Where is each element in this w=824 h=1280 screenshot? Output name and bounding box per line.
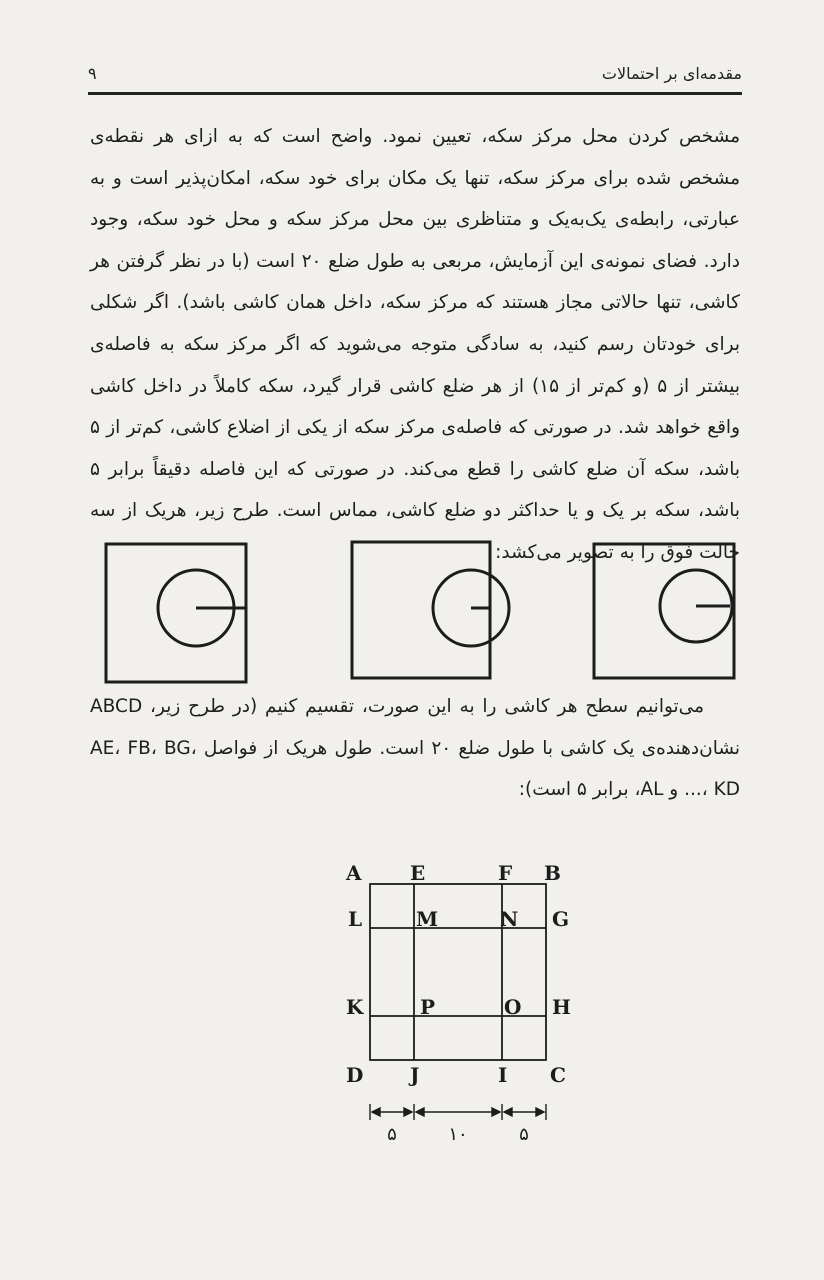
- label-h: H: [552, 995, 571, 1019]
- header-rule: [88, 92, 742, 95]
- label-e: E: [410, 861, 426, 885]
- arrow-head-icon: [372, 1108, 380, 1116]
- label-k: K: [346, 995, 364, 1019]
- label-b: B: [544, 861, 561, 885]
- arrow-head-icon: [492, 1108, 500, 1116]
- page-number: ۹: [88, 64, 97, 83]
- tile-square: [594, 544, 734, 678]
- label-g: G: [552, 907, 570, 931]
- tile-grid-figure: [340, 858, 580, 1148]
- tile-square: [106, 544, 246, 682]
- label-l: L: [348, 907, 363, 931]
- running-header: [88, 62, 742, 92]
- paragraph-tile-division: می‌توانیم سطح هر کاشی را به این صورت، تقسیم کنیم (در طرح زیر، ABCD نشان‌دهنده‌ی یک کاشی با طول ضلع ۲۰ است. طول هریک از فواصل AE، FB، BG، ...، KD و AL، برابر ۵ است):: [90, 696, 740, 801]
- label-d: D: [346, 1063, 364, 1087]
- dim-label-right: ۵: [519, 1124, 529, 1145]
- label-j: J: [410, 1063, 420, 1087]
- tile-case-inside: [594, 544, 734, 678]
- arrow-head-icon: [504, 1108, 512, 1116]
- label-o: O: [504, 995, 522, 1019]
- label-n: N: [500, 907, 519, 931]
- arrow-head-icon: [404, 1108, 412, 1116]
- tile-square: [352, 542, 490, 678]
- arrow-head-icon: [536, 1108, 544, 1116]
- tile-cases-figure: [100, 538, 740, 688]
- chapter-title: مقدمه‌ای بر احتمالات: [601, 64, 742, 83]
- paragraph-coin-tile: مشخص کردن محل مرکز سکه، تعیین نمود. واضح است که به ازای هر نقطه‌ی مشخص شده برای مرکز سکه، تنها یک مکان برای خود سکه، امکان‌پذیر است و به عبارتی، رابطه‌ی یک‌به‌یک و متناظری بین محل مرکز سکه و محل خود سکه، وجود دارد. فضای نمونه‌ی این آزمایش، مربعی به طول ضلع ۲۰ است (با در نظر گرفتن هر کاشی، تنها حالاتی مجاز هستند که مرکز سکه، داخل همان کاشی باشد). اگر شکلی برای خودتان رسم کنید، به سادگی متوجه می‌شوید که اگر مرکز سکه به فاصله‌ی بیشتر از ۵ (و کم‌تر از ۱۵) از هر ضلع کاشی قرار گیرد، سکه کاملاً در داخل کاشی واقع خواهد شد. در صورتی که فاصله‌ی مرکز سکه از یکی از اضلاع کاشی، کم‌تر از ۵ باشد، سکه آن ضلع کاشی را قطع می‌کند. در صورتی که این فاصله دقیقاً برابر ۵ باشد، سکه بر یک و یا حداکثر دو ضلع کاشی، مماس است. طرح زیر، هریک از سه حالت فوق را به تصویر می‌کشد:: [90, 126, 740, 563]
- tile-case-intersecting: [106, 544, 246, 682]
- label-p: P: [420, 995, 436, 1019]
- label-a: A: [346, 861, 362, 885]
- tile-abcd: [370, 884, 546, 1060]
- grid-lines: [370, 884, 546, 1060]
- tile-case-tangent: [352, 542, 509, 678]
- dim-label-left: ۵: [387, 1124, 397, 1145]
- label-c: C: [550, 1063, 566, 1087]
- label-f: F: [498, 861, 513, 885]
- label-m: M: [416, 907, 439, 931]
- dimension-arrows: [370, 1104, 546, 1120]
- label-i: I: [498, 1063, 508, 1087]
- dim-label-middle: ۱۰: [448, 1124, 468, 1145]
- arrow-head-icon: [416, 1108, 424, 1116]
